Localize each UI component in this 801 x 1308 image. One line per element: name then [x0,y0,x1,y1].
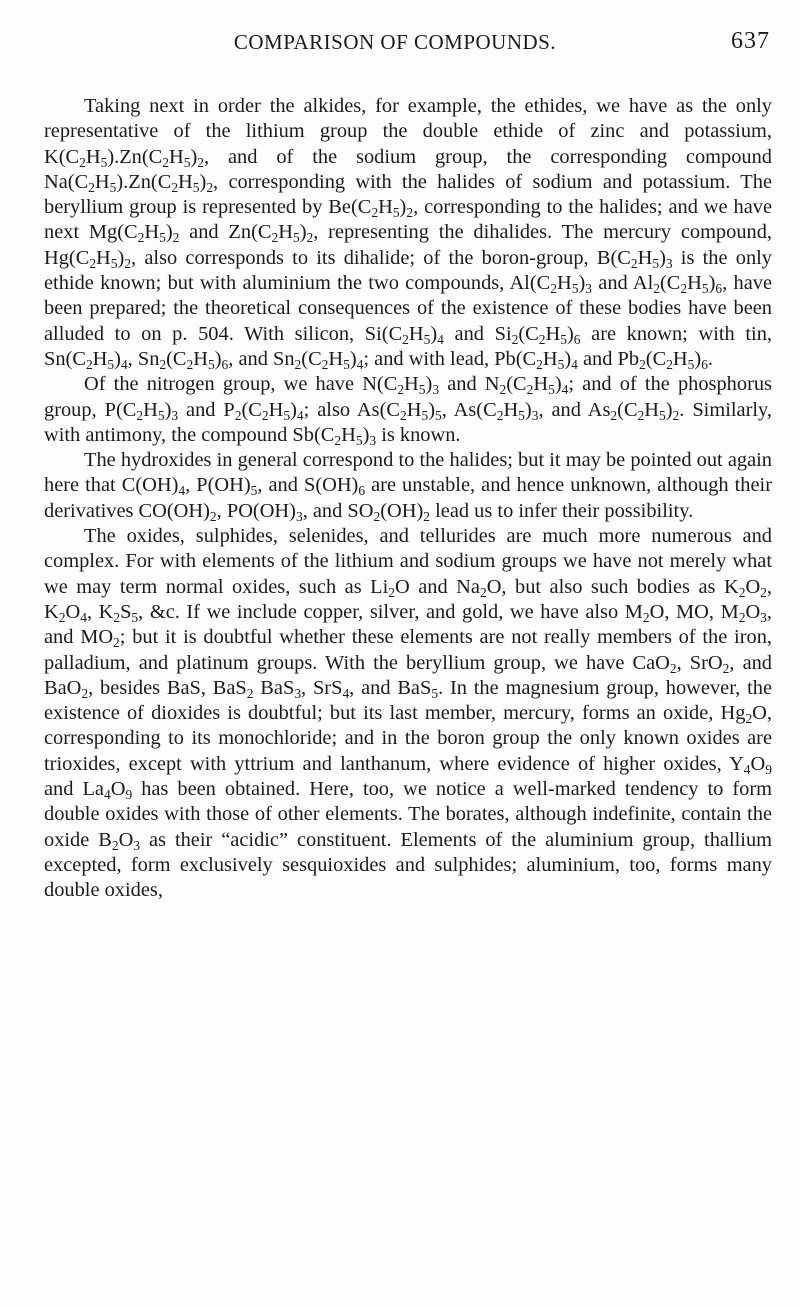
page-number: 637 [731,28,770,54]
page-header [80,30,770,70]
paragraph-ethides: Taking next in order the alkides, for example, the ethides, we have as the only representative of the lithium group the double ethide of zinc and potassium, $K(C_2H_5).Zn(C_2H_5)_2$, and of the sodium group, the corresponding compound $Na(C_2H_5).Zn(C_2H_5)_2$, corresponding with the halides of sodium and potassium. The beryllium group is represented by $Be(C_2H_5)_2$, corresponding to the halides; and we have next $Mg(C_2H_5)_2$ and $Zn(C_2H_5)_2$, representing the dihalides. The mercury compound, $Hg(C_2H_5)_2$, also corresponds to its dihalide; of the boron-group, $B(C_2H_5)_3$ is the only ethide known; but with aluminium the two compounds, $Al(C_2H_5)_3$ and $Al_2(C_2H_5)_6$, have been prepared; the theoretical consequences of the existence of these bodies have been alluded to on p. 504. With silicon, $Si(C_2H_5)_4$ and $Si_2(C_2H_5)_6$ are known; with tin, $Sn(C_2H_5)_4$, $Sn_2(C_2H_5)_6$, and $Sn_2(C_2H_5)_4$; and with lead, $Pb(C_2H_5)_4$ and $Pb_2(C_2H_5)_6$. [44,95,773,372]
paragraph-oxides: The oxides, sulphides, selenides, and tellurides are much more numerous and complex. For with elements of the lithium and sodium groups we have not merely what we may term normal oxides, such as $Li_2O$ and $Na_2O$, but also such bodies as $K_2O_2$, $K_2O_4$, $K_2S_5$, &c. If we include copper, silver, and gold, we have also $M_2O$, MO, $M_2O_3$, and $MO_2$; but it is doubtful whether these elements are not really members of the iron, palladium, and platinum groups. With the beryllium group, we have CaO$_2$, SrO$_2$, and BaO$_2$, besides BaS, BaS$_2$ BaS$_3$, SrS$_4$, and BaS$_5$. In the magnesium group, however, the existence of dioxides is doubtful; but its last member, mercury, forms an oxide, $Hg_2O$, corresponding to its monochloride; and in the boron group the only known oxides are trioxides, except with yttrium and lanthanum, where evidence of higher oxides, $Y_4O_9$ and $La_4O_9$ has been obtained. Here, too, we notice a well-marked tendency to form double oxides with those of other elements. The borates, although indefinite, contain the oxide $B_2O_3$ as their “acidic” constituent. Elements of the aluminium group, thallium excepted, form exclusively sesquioxides and sulphides; aluminium, too, forms many double oxides, [44,525,773,902]
running-head: COMPARISON OF COMPOUNDS. [233,30,557,54]
paragraph-hydroxides: The hydroxides in general correspond to the halides; but it may be pointed out again here that $C(OH)_4$, $P(OH)_5$, and $S(OH)_6$ are unstable, and hence unknown, although their derivatives $CO(OH)_2$, $PO(OH)_3$, and $SO_2(OH)_2$ lead us to infer their possibility. [44,449,772,524]
body-text [44,94,772,904]
paragraph-nitrogen-group: Of the nitrogen group, we have $N(C_2H_5)_3$ and $N_2(C_2H_5)_4$; and of the phosphorus group, $P(C_2H_5)_3$ and $P_2(C_2H_5)_4$; also $As(C_2H_5)_5$, $As(C_2H_5)_3$, and $As_2(C_2H_5)_2$. Similarly, with antimony, the compound $Sb(C_2H_5)_3$ is known. [44,373,772,448]
